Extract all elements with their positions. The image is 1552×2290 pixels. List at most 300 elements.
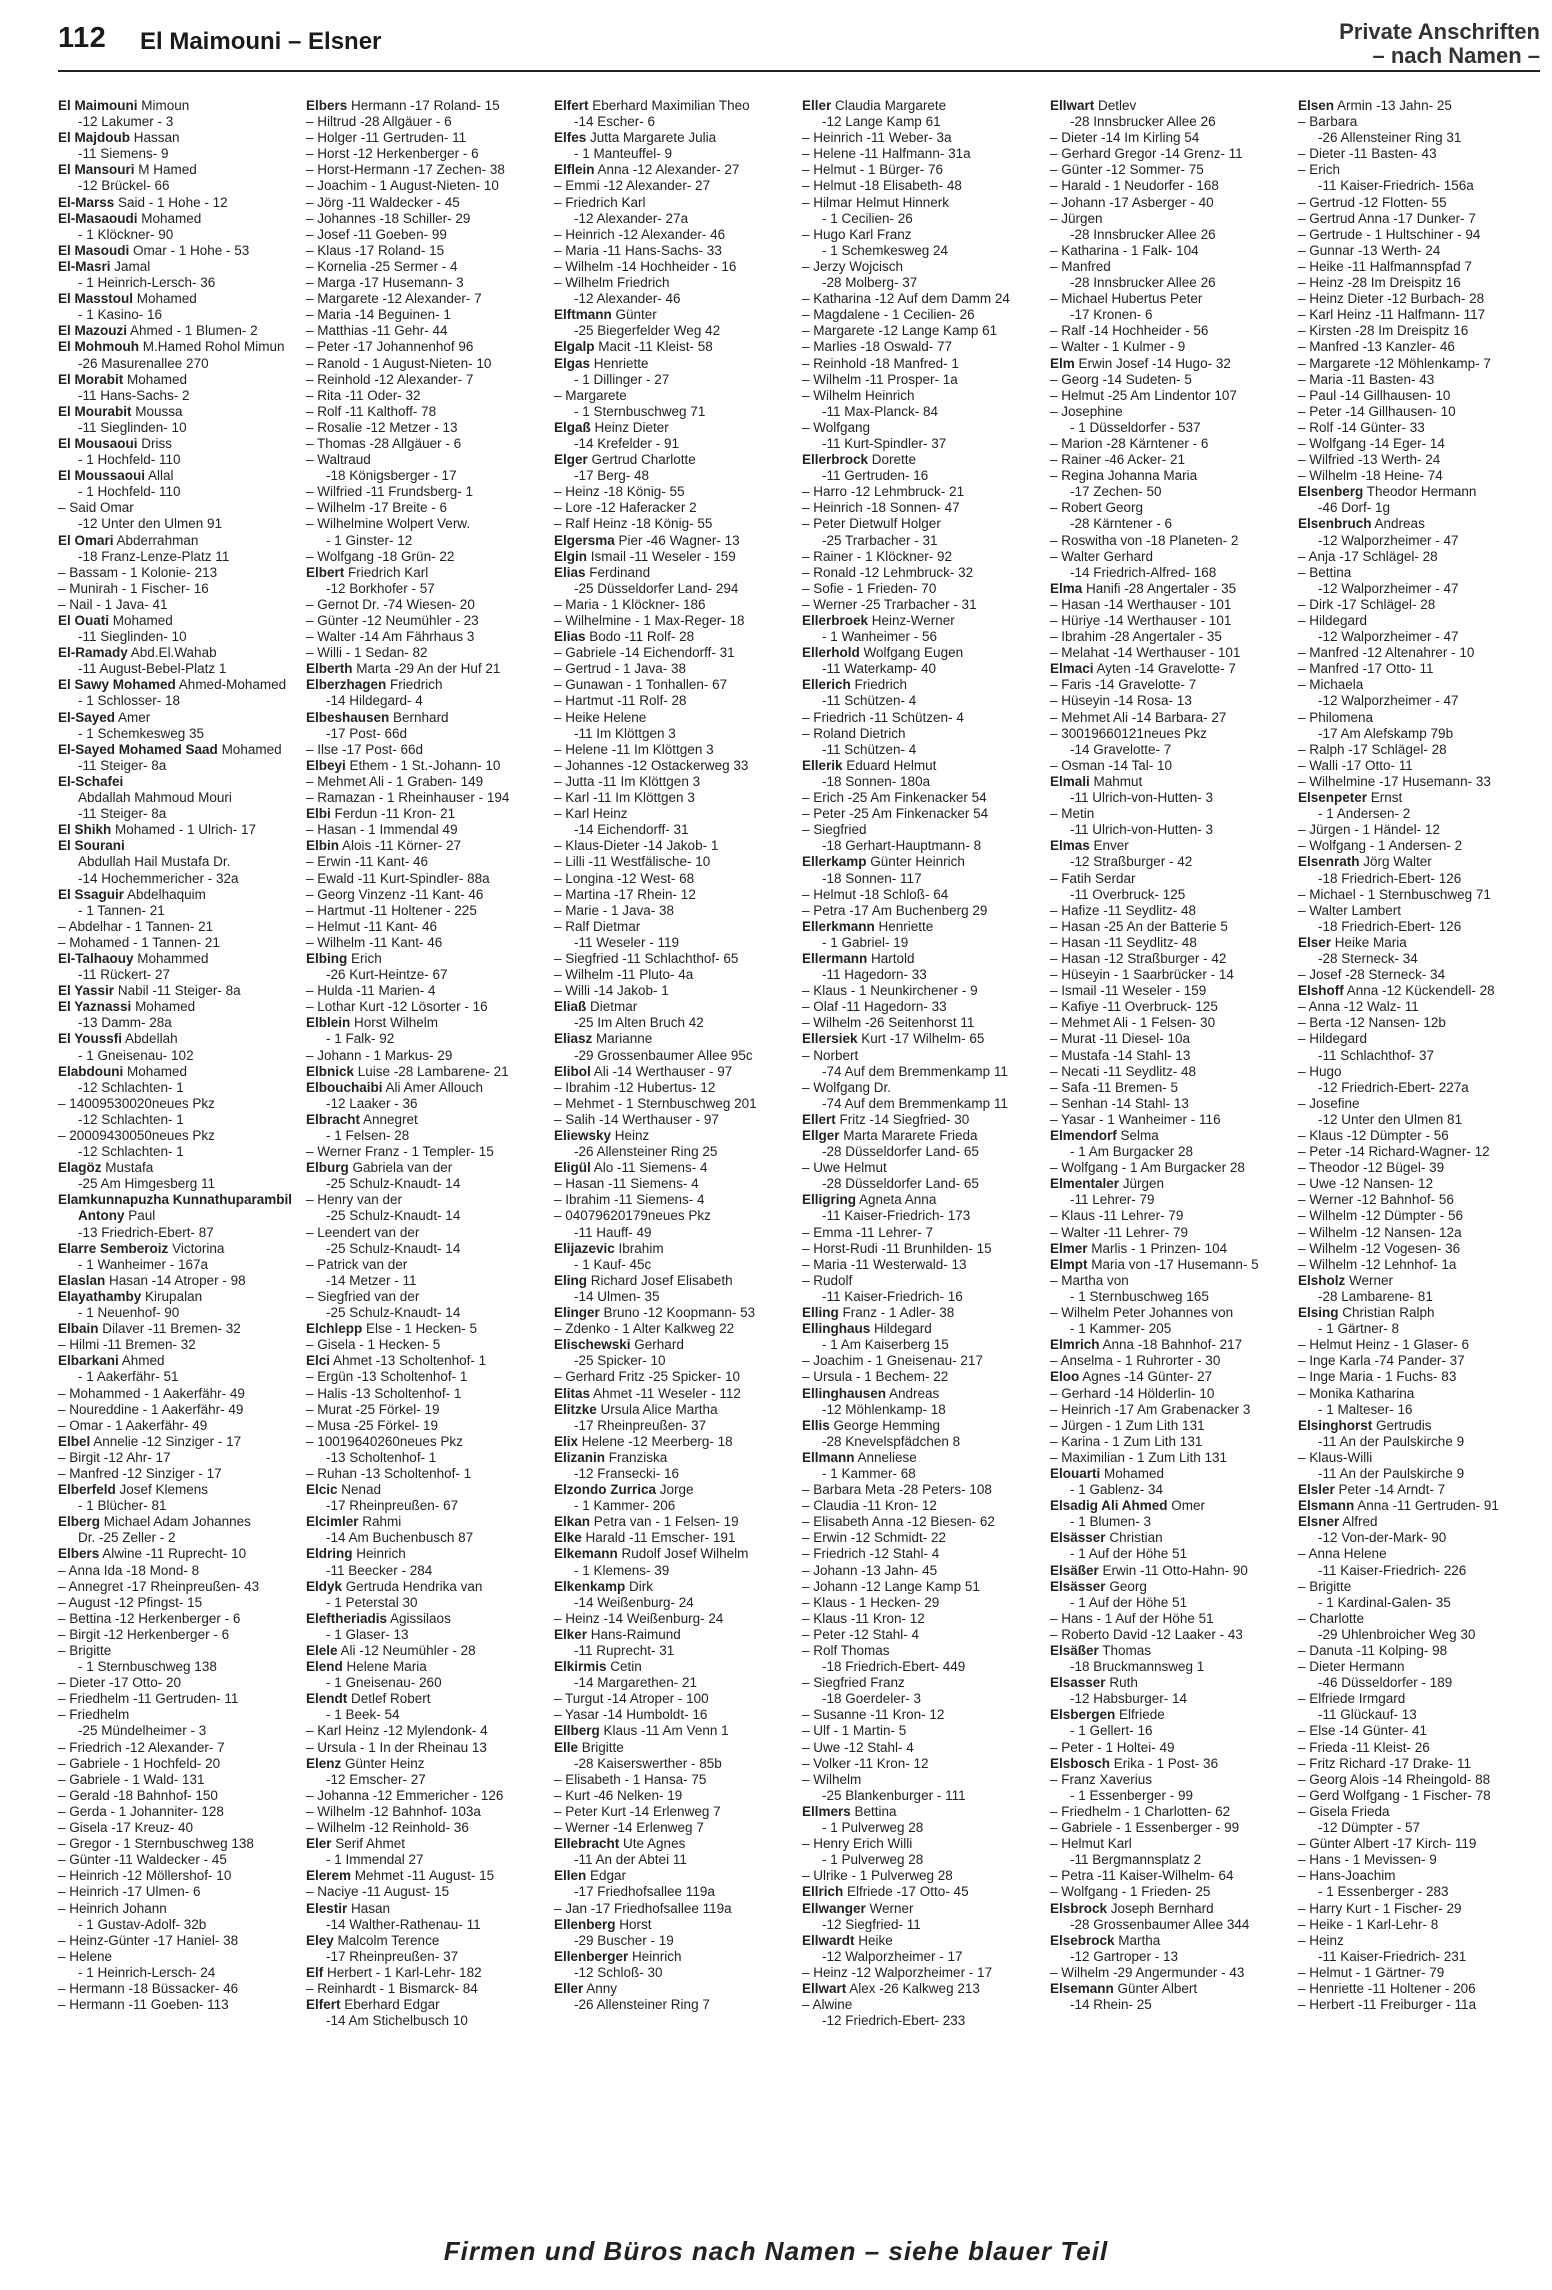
entry-text: Ahmet -13 Scholtenhof- 1 [330, 1353, 487, 1369]
entry-surname: Elsebrock [1050, 1932, 1115, 1948]
entry-text: – Heinrich -12 Möllershof- 10 [58, 1868, 232, 1884]
entry-surname: Elbouchaibi [306, 1079, 383, 1095]
directory-entry [1050, 1965, 1290, 1981]
directory-entry [554, 967, 794, 983]
entry-text: Klaus -11 Am Venn 1 [599, 1723, 729, 1739]
directory-entry [1298, 1048, 1538, 1064]
entry-text: Rudolf Josef Wilhelm [617, 1546, 749, 1562]
entry-text: -11 August-Bebel-Platz 1 [78, 661, 227, 677]
entry-text: – Friedhelm - 1 Charlotten- 62 [1050, 1803, 1231, 1819]
entry-surname: Ellebracht [554, 1836, 620, 1852]
entry-text: – Hüseyin - 1 Saarbrücker - 14 [1050, 967, 1234, 983]
directory-entry [802, 1530, 1042, 1546]
entry-text: Ali -12 Neumühler - 28 [337, 1643, 476, 1658]
directory-entry [1298, 983, 1538, 999]
entry-surname: Elmer [1050, 1240, 1088, 1256]
entry-text: Luise -28 Lambarene- 21 [354, 1063, 509, 1079]
directory-entry [554, 806, 794, 822]
directory-entry [58, 645, 298, 661]
entry-text: – Gisela Frieda [1298, 1803, 1390, 1819]
directory-entry [1050, 372, 1290, 388]
directory-entry [1050, 1144, 1290, 1160]
entry-text: Ahmet -11 Weseler - 112 [590, 1385, 741, 1401]
entry-surname: Elcic [306, 1482, 338, 1498]
entry-surname: Ellrich [802, 1884, 844, 1900]
entry-text: – Helene [58, 1948, 113, 1964]
entry-text: – Dieter Hermann [1298, 1659, 1405, 1675]
entry-surname: Ellerkmann [802, 918, 875, 934]
directory-entry [802, 1273, 1042, 1289]
directory-entry [802, 2013, 1042, 2029]
entry-surname: Elsholz [1298, 1272, 1346, 1288]
directory-entry [1050, 1933, 1290, 1949]
entry-text: -26 Masurenallee 270 [78, 355, 209, 371]
directory-entry [58, 1659, 298, 1675]
entry-text: – Ursula - 1 Bechem- 22 [802, 1369, 949, 1385]
directory-entry [1050, 211, 1290, 227]
directory-entry [554, 1160, 794, 1176]
entry-surname: Elele [306, 1643, 338, 1658]
entry-text: Henriette [590, 355, 649, 371]
entry-text: Eduard Helmut [842, 757, 937, 773]
entry-text: – Gregor - 1 Sternbuschweg 138 [58, 1836, 254, 1852]
entry-text: -12 Schlachten- 1 [78, 1111, 184, 1127]
directory-entry [58, 549, 298, 565]
entry-text: - 1 Sternbuschweg 138 [78, 1659, 217, 1675]
entry-surname: Elblein [306, 1015, 351, 1031]
entry-text: – Friedrich -11 Schützen- 4 [802, 709, 964, 725]
entry-text: – Manfred -17 Otto- 11 [1298, 661, 1434, 677]
entry-text: -74 Auf dem Bremmenkamp 11 [822, 1063, 1008, 1079]
directory-entry [1050, 356, 1290, 372]
directory-entry [554, 1691, 794, 1707]
entry-text: -17 Post- 66d [326, 725, 408, 741]
entry-text: – Walter - 1 Kulmer - 9 [1050, 339, 1186, 355]
entry-text: – Wilhelm -14 Hochheider - 16 [554, 258, 737, 274]
entry-text: – Maria - 1 Klöckner- 186 [554, 596, 706, 612]
directory-entry [1050, 1353, 1290, 1369]
entry-text: – Horst -12 Herkenberger - 6 [306, 146, 479, 162]
entry-text: – Ulf - 1 Martin- 5 [802, 1723, 907, 1739]
directory-entry [58, 1434, 298, 1450]
directory-entry [1050, 178, 1290, 194]
directory-entry [802, 1031, 1042, 1047]
directory-entry [802, 645, 1042, 661]
directory-entry [1050, 1707, 1290, 1723]
entry-text: Henriette [874, 918, 934, 934]
entry-text: -11 Steiger- 8a [78, 806, 167, 822]
entry-surname: Ellerich [802, 677, 851, 693]
directory-entry [1298, 1595, 1538, 1611]
entry-text: Gertrudis [1372, 1417, 1432, 1433]
entry-text: Mohamed - 1 Ulrich- 17 [111, 822, 257, 838]
directory-entry [554, 1965, 794, 1981]
entry-text: – Katharina - 1 Falk- 104 [1050, 242, 1199, 258]
directory-entry [802, 146, 1042, 162]
directory-entry [306, 1627, 546, 1643]
entry-text: -14 Gravelotte- 7 [1070, 741, 1172, 757]
entry-text: -17 Kronen- 6 [1070, 307, 1153, 323]
directory-entry [554, 227, 794, 243]
directory-entry [306, 98, 546, 114]
directory-entry [802, 838, 1042, 854]
directory-entry [1050, 275, 1290, 291]
entry-text: -11 Schützen- 4 [822, 693, 917, 709]
entry-text: – Gunawan - 1 Tonhallen- 67 [554, 677, 728, 693]
entry-text: – Ronald -12 Lehmbruck- 32 [802, 564, 974, 580]
directory-entry [554, 1949, 794, 1965]
directory-entry [802, 693, 1042, 709]
entry-surname: Elarre Semberoiz [58, 1240, 169, 1256]
entry-text: -25 Trarbacher - 31 [822, 532, 938, 548]
directory-entry [554, 1112, 794, 1128]
entry-text: - 1 Düsseldorfer - 537 [1070, 419, 1201, 435]
directory-entry [306, 1289, 546, 1305]
directory-entry [1050, 420, 1290, 436]
entry-surname: Ellberg [554, 1723, 600, 1739]
entry-text: Maria von -17 Husemann- 5 [1087, 1256, 1259, 1272]
directory-entry [58, 178, 298, 194]
directory-entry [1050, 1048, 1290, 1064]
directory-entry [306, 1595, 546, 1611]
entry-text: – Lore -12 Haferacker 2 [554, 500, 697, 516]
directory-entry [1050, 1080, 1290, 1096]
entry-text: -18 Friedrich-Ebert- 126 [1318, 918, 1462, 934]
entry-text: Jürgen [1119, 1176, 1165, 1192]
entry-surname: Elmrich [1050, 1337, 1100, 1353]
entry-text: -26 Allensteiner Ring 7 [574, 1997, 710, 2013]
entry-text: – Walter Gerhard [1050, 548, 1154, 564]
directory-entry [58, 500, 298, 516]
directory-entry [1298, 967, 1538, 983]
entry-text: -12 Walporzheimer - 17 [822, 1948, 963, 1964]
directory-entry [306, 468, 546, 484]
directory-entry [58, 935, 298, 951]
directory-entry [554, 533, 794, 549]
directory-entry [1050, 1579, 1290, 1595]
entry-text: Hildegard [870, 1321, 932, 1337]
directory-entry [802, 677, 1042, 693]
directory-entry [58, 1192, 298, 1208]
entry-surname: Eliaß [554, 999, 587, 1015]
directory-entry [802, 1160, 1042, 1176]
directory-entry [1298, 1707, 1538, 1723]
entry-surname: Elamkunnapuzha Kunnathuparambil [58, 1192, 293, 1208]
directory-entry [1298, 146, 1538, 162]
directory-entry [554, 1772, 794, 1788]
directory-entry [802, 162, 1042, 178]
directory-entry [1298, 1160, 1538, 1176]
entry-text: Moussa [131, 403, 183, 419]
entry-text: – Maximilian - 1 Zum Lith 131 [1050, 1449, 1228, 1465]
entry-text: – Ibrahim -11 Siemens- 4 [554, 1192, 705, 1208]
entry-surname: Ellerhold [802, 645, 860, 661]
directory-entry [1050, 1514, 1290, 1530]
entry-text: Andreas [886, 1385, 940, 1401]
entry-text: Rahmi [358, 1514, 402, 1530]
directory-entry [58, 1273, 298, 1289]
entry-text: Bruno -12 Koopmann- 53 [599, 1305, 756, 1321]
entry-text: – Necati -11 Seydlitz- 48 [1050, 1063, 1197, 1079]
entry-text: -11 An der Paulskirche 9 [1318, 1433, 1465, 1449]
directory-entry [306, 114, 546, 130]
directory-entry [554, 356, 794, 372]
directory-entry [1298, 1144, 1538, 1160]
entry-text: Hassan [130, 130, 180, 146]
directory-entry [58, 98, 298, 114]
entry-text: Kirupalan [141, 1288, 203, 1304]
entry-surname: Elgin [554, 548, 587, 564]
entry-text: -28 Sterneck- 34 [1318, 950, 1418, 966]
entry-text: Ferdun -11 Kron- 21 [330, 806, 456, 822]
entry-text: – Walter -11 Lehrer- 79 [1050, 1224, 1189, 1240]
entry-surname: Elend [306, 1659, 343, 1675]
entry-text: – Petra -17 Am Buchenberg 29 [802, 902, 988, 918]
entry-text: – Wilhelmine -17 Husemann- 33 [1298, 773, 1491, 789]
entry-surname: Elmas [1050, 838, 1090, 854]
directory-entry [1050, 726, 1290, 742]
directory-entry [58, 1386, 298, 1402]
entry-text: – Ranold - 1 August-Nieten- 10 [306, 355, 492, 371]
directory-entry [1298, 98, 1538, 114]
directory-entry [58, 1772, 298, 1788]
entry-text: Mohamed [123, 371, 188, 387]
entry-text: -13 Scholtenhof- 1 [326, 1449, 437, 1465]
directory-entry [802, 983, 1042, 999]
entry-text: – Hasan -12 Straßburger - 42 [1050, 950, 1227, 966]
directory-entry [58, 404, 298, 420]
directory-entry [1298, 1836, 1538, 1852]
directory-entry [58, 1482, 298, 1498]
entry-text: Richard Josef Elisabeth [587, 1272, 733, 1288]
directory-entry [1298, 1434, 1538, 1450]
entry-text: Mohamed [109, 613, 173, 628]
directory-entry [554, 871, 794, 887]
entry-text: Ursula Alice Martha [596, 1401, 718, 1417]
entry-text: – Helene -11 Im Klöttgen 3 [554, 741, 714, 757]
directory-entry [1298, 1643, 1538, 1659]
directory-entry [306, 1949, 546, 1965]
directory-entry [306, 1868, 546, 1884]
entry-surname: Elias [554, 564, 586, 580]
entry-text: -12 Möhlenkamp- 18 [822, 1401, 946, 1417]
directory-entry [554, 822, 794, 838]
entry-surname: Antony [78, 1208, 125, 1224]
entry-surname: Elzondo Zurrica [554, 1482, 657, 1498]
directory-column-1 [58, 98, 298, 2228]
entry-text: Anneliese [854, 1449, 917, 1465]
directory-entry [58, 613, 298, 629]
directory-entry [58, 1868, 298, 1884]
entry-surname: Elestir [306, 1900, 348, 1916]
directory-entry [306, 500, 546, 516]
entry-text: Franziska [605, 1449, 668, 1465]
entry-text: Fritz -14 Siegfried- 30 [835, 1111, 970, 1127]
directory-entry [58, 227, 298, 243]
directory-entry [1050, 1530, 1290, 1546]
entry-text: – Hartmut -11 Holtener - 225 [306, 902, 477, 918]
entry-text: - 1 Schemkesweg 24 [822, 242, 949, 258]
directory-entry [1298, 887, 1538, 903]
entry-text: - 1 Peterstal 30 [326, 1594, 418, 1610]
directory-entry [1298, 806, 1538, 822]
entry-text: – Mustafa -14 Stahl- 13 [1050, 1047, 1191, 1063]
directory-entry [306, 1112, 546, 1128]
entry-surname: Elsbergen [1050, 1707, 1116, 1723]
entry-text: – Ralph -17 Schlägel- 28 [1298, 741, 1447, 757]
entry-text: – Heinz -18 König- 55 [554, 484, 685, 500]
entry-text: -12 Friedrich-Ebert- 227a [1318, 1079, 1469, 1095]
directory-entry [802, 1482, 1042, 1498]
entry-text: - 1 Kauf- 45c [574, 1256, 652, 1272]
directory-entry [58, 1257, 298, 1273]
directory-entry [58, 1981, 298, 1997]
entry-text: – Heinz-Günter -17 Haniel- 38 [58, 1932, 239, 1948]
directory-entry [1298, 227, 1538, 243]
entry-text: -29 Grossenbaumer Allee 95c [574, 1047, 753, 1063]
directory-entry [58, 1031, 298, 1047]
entry-text: – Wilhelm -12 Vogesen- 36 [1298, 1240, 1461, 1256]
directory-entry [554, 259, 794, 275]
entry-text: Christian Ralph [1338, 1305, 1435, 1321]
entry-text: – Katharina -12 Auf dem Damm 24 [802, 291, 1010, 307]
directory-entry [802, 1450, 1042, 1466]
entry-surname: Elbel [58, 1433, 91, 1449]
entry-text: Heike [854, 1932, 893, 1948]
directory-entry [802, 356, 1042, 372]
directory-entry [58, 822, 298, 838]
directory-entry [1050, 323, 1290, 339]
entry-text: -29 Uhlenbroicher Weg 30 [1318, 1626, 1476, 1642]
directory-entry [58, 162, 298, 178]
directory-entry [1298, 1353, 1538, 1369]
directory-entry [1298, 1112, 1538, 1128]
entry-text: Gertrud Charlotte [587, 452, 696, 468]
entry-text: -12 Schloß- 30 [574, 1964, 663, 1980]
directory-entry [306, 1643, 546, 1659]
section-title [1339, 20, 1540, 68]
directory-entry [554, 935, 794, 951]
directory-entry [554, 339, 794, 355]
directory-entry [554, 468, 794, 484]
directory-entry [58, 1144, 298, 1160]
entry-surname: Elbing [306, 950, 348, 966]
directory-entry [58, 1498, 298, 1514]
directory-entry [554, 854, 794, 870]
directory-entry [1298, 774, 1538, 790]
entry-text: – Wilfried -13 Werth- 24 [1298, 452, 1441, 468]
entry-text: Ahmed - 1 Blumen- 2 [127, 323, 258, 339]
entry-text: – 30019660121neues Pkz [1050, 725, 1207, 741]
directory-entry [1050, 1112, 1290, 1128]
entry-text: – Heinz -12 Walporzheimer - 17 [802, 1964, 993, 1980]
directory-entry [802, 565, 1042, 581]
entry-text: – Margarete -12 Möhlenkamp- 7 [1298, 355, 1491, 371]
entry-text: Günter Heinrich [866, 854, 965, 870]
directory-entry [554, 420, 794, 436]
entry-text: – Robert Georg [1050, 500, 1144, 516]
entry-text: Enver [1089, 838, 1129, 854]
entry-text: – Josef -28 Sterneck- 34 [1298, 967, 1446, 983]
directory-entry [1298, 388, 1538, 404]
entry-surname: Elling [802, 1305, 839, 1321]
directory-entry [1050, 613, 1290, 629]
entry-text: Joseph Bernhard [1107, 1900, 1214, 1916]
directory-entry [802, 1386, 1042, 1402]
entry-text: – Heike -11 Halfmannspfad 7 [1298, 258, 1472, 274]
entry-text: -11 Lehrer- 79 [1070, 1192, 1155, 1208]
entry-text: – Safa -11 Bremen- 5 [1050, 1079, 1179, 1095]
directory-entry [1050, 999, 1290, 1015]
directory-entry [306, 677, 546, 693]
directory-entry [802, 1080, 1042, 1096]
directory-entry [802, 1208, 1042, 1224]
entry-text: -28 Molberg- 37 [822, 275, 918, 291]
entry-text: – Heinrich -17 Ulmen- 6 [58, 1884, 201, 1900]
directory-entry [554, 1756, 794, 1772]
directory-entry [1298, 629, 1538, 645]
directory-entry [1298, 1772, 1538, 1788]
directory-entry [554, 1273, 794, 1289]
entry-text: – Manfred -13 Kanzler- 46 [1298, 339, 1455, 355]
entry-text: - 1 Sternbuschweg 165 [1070, 1288, 1209, 1304]
directory-entry [1298, 677, 1538, 693]
entry-text: Hartold [867, 950, 915, 966]
entry-text: – Margarete -12 Alexander- 7 [306, 291, 482, 307]
entry-text: – Rita -11 Oder- 32 [306, 387, 421, 403]
directory-entry [802, 710, 1042, 726]
directory-entry [802, 1064, 1042, 1080]
directory-entry [58, 726, 298, 742]
directory-entry [1298, 484, 1538, 500]
directory-entry [1298, 919, 1538, 935]
entry-surname: Elligring [802, 1192, 856, 1208]
entry-text: - 1 Kammer- 205 [1070, 1321, 1172, 1337]
entry-text: -12 Brückel- 66 [78, 178, 170, 194]
directory-entry [306, 1482, 546, 1498]
entry-text: -11 Ulrich-von-Hutten- 3 [1070, 822, 1214, 838]
entry-text: -12 Von-der-Mark- 90 [1318, 1530, 1447, 1546]
directory-entry [306, 1965, 546, 1981]
entry-text: -11 Schützen- 4 [822, 741, 917, 757]
directory-entry [1298, 822, 1538, 838]
entry-text: Heike Maria [1331, 934, 1407, 950]
entry-text: – Wilfried -11 Frundsberg- 1 [306, 484, 474, 500]
directory-entry [306, 693, 546, 709]
entry-text: – Wilhelm -18 Heine- 74 [1298, 468, 1443, 484]
entry-text: -14 Eichendorff- 31 [574, 822, 689, 838]
directory-entry [554, 661, 794, 677]
entry-surname: Elibol [554, 1063, 591, 1079]
entry-text: - 1 Heinrich-Lersch- 36 [78, 275, 216, 291]
entry-text: -18 Sonnen- 117 [822, 870, 922, 886]
directory-entry [58, 1836, 298, 1852]
entry-text: – Günter -12 Sommer- 75 [1050, 162, 1204, 178]
entry-text: Hanifi -28 Angertaler - 35 [1082, 580, 1237, 596]
entry-text: -12 Laaker - 36 [326, 1095, 418, 1111]
directory-entry [802, 1015, 1042, 1031]
directory-entry [802, 903, 1042, 919]
entry-text: – Maria -11 Basten- 43 [1298, 371, 1435, 387]
entry-surname: Eliasz [554, 1031, 593, 1047]
directory-entry [58, 533, 298, 549]
entry-text: -17 Friedhofsallee 119a [574, 1884, 715, 1900]
directory-entry [1050, 983, 1290, 999]
entry-text: Werner [865, 1900, 914, 1916]
entry-surname: Ellert [802, 1111, 836, 1127]
entry-text: - 1 Gustav-Adolf- 32b [78, 1916, 207, 1932]
entry-surname: Elaslan [58, 1272, 106, 1288]
